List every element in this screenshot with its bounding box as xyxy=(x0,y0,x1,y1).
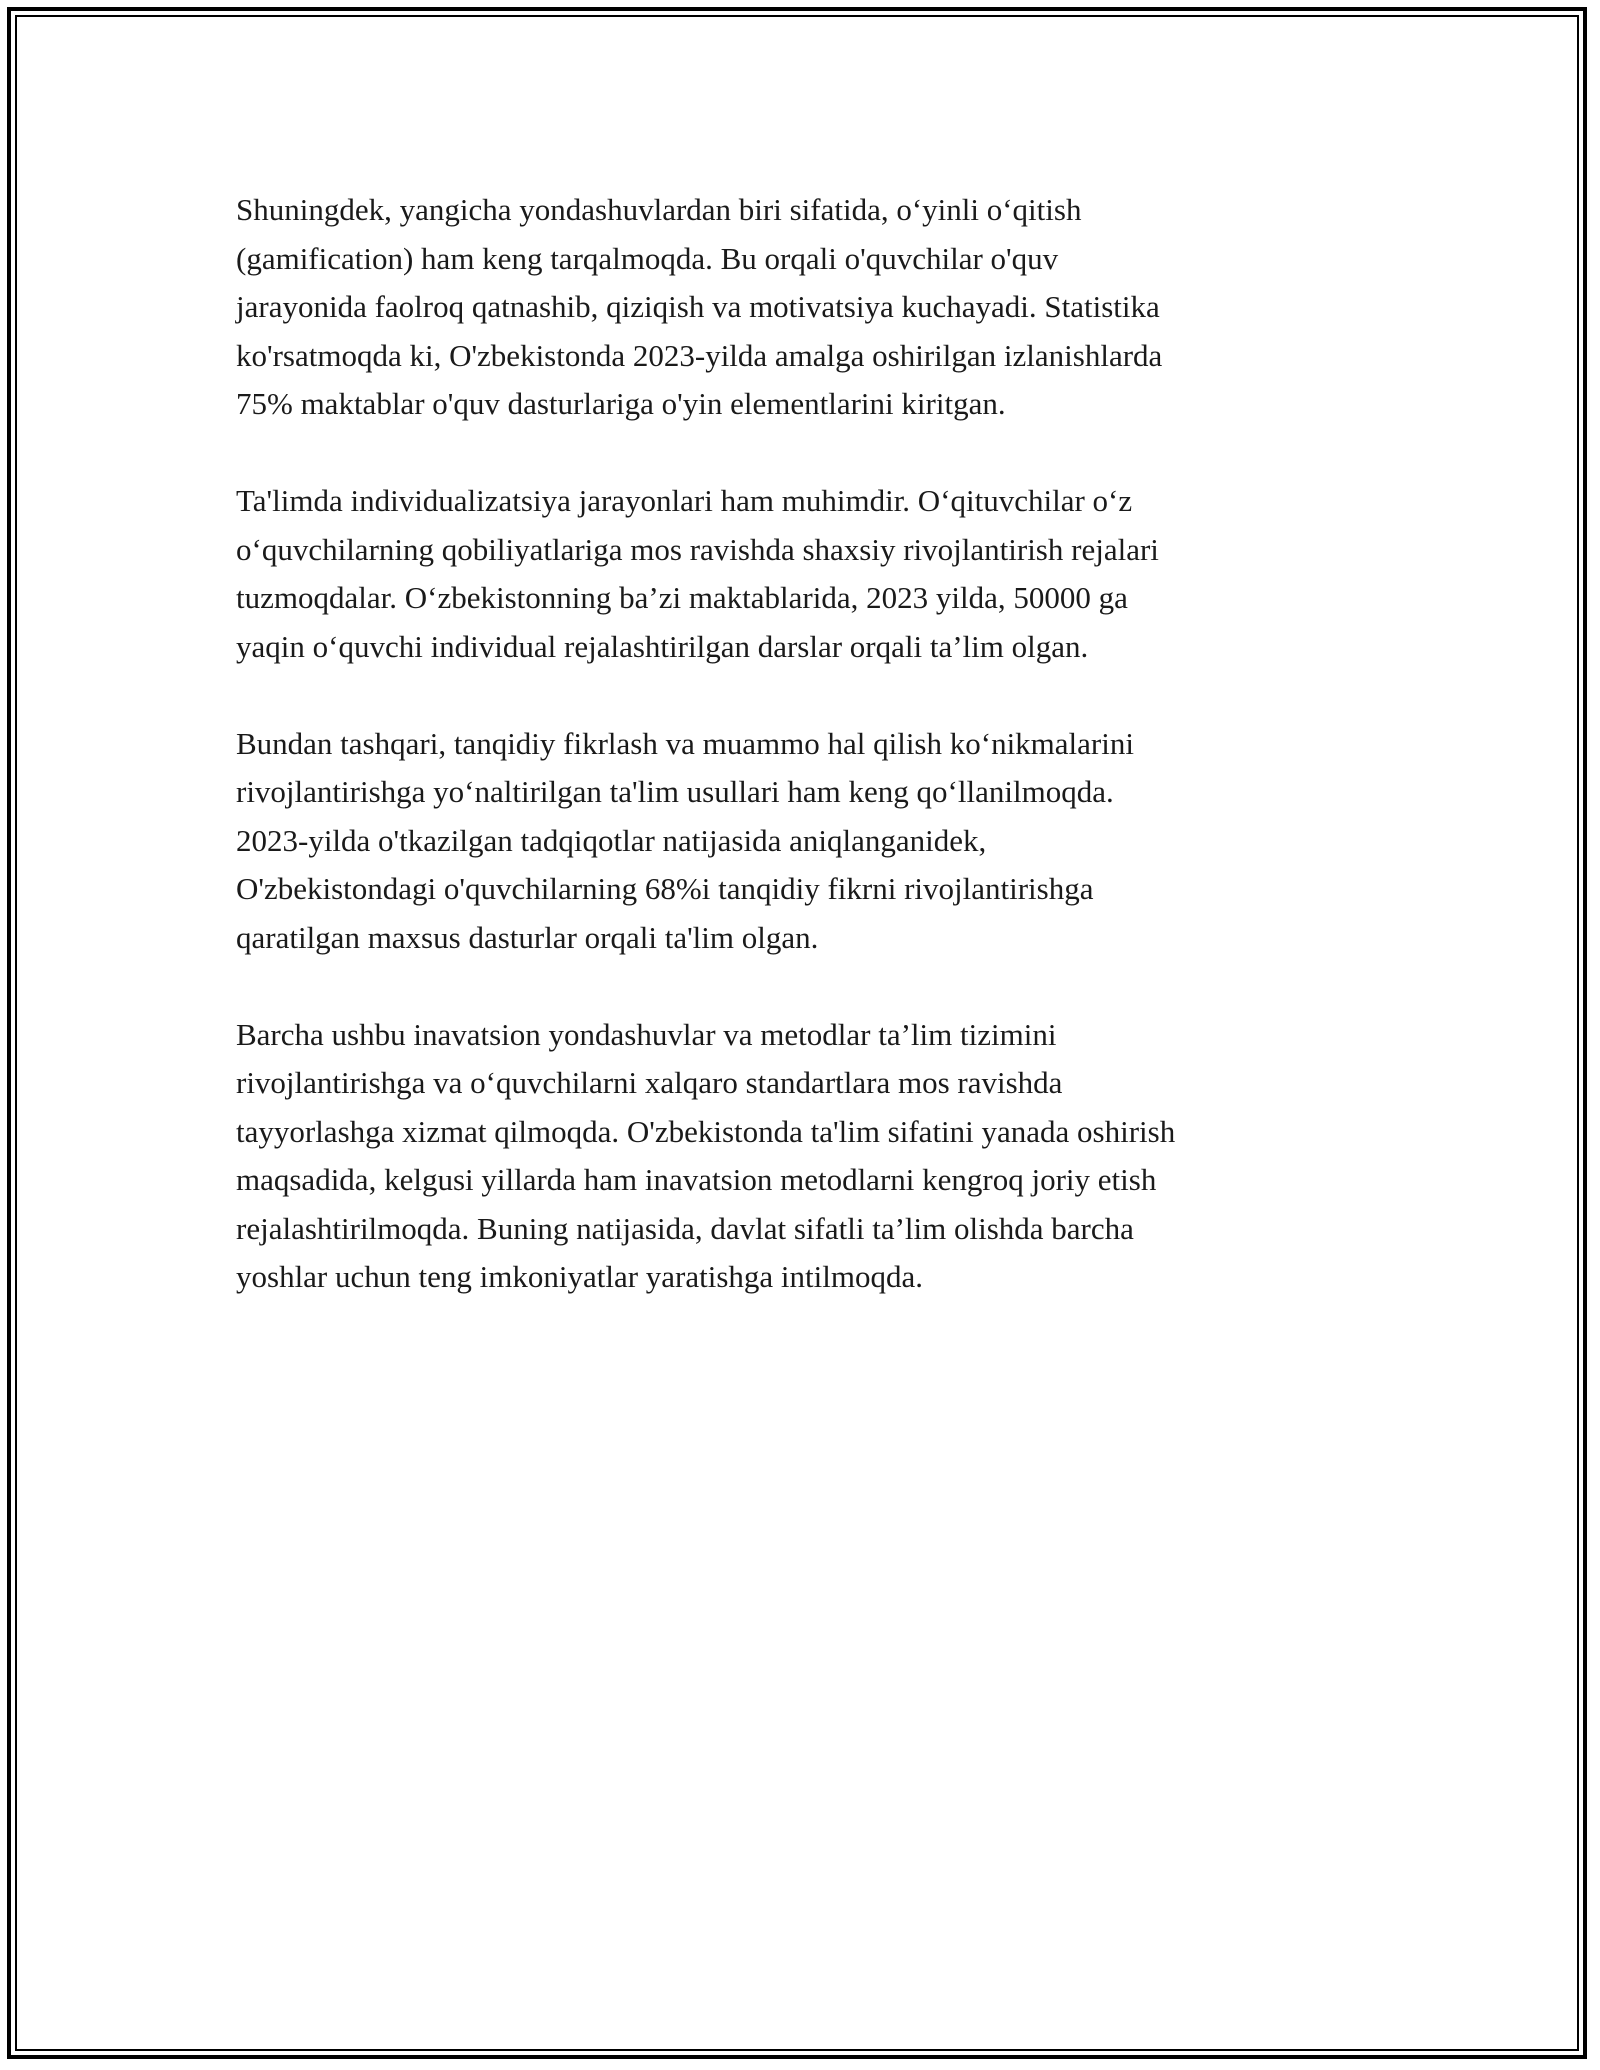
paragraph-conclusion xyxy=(236,1011,1366,1302)
paragraph-gamification xyxy=(236,186,1366,429)
document-body xyxy=(236,186,1366,1350)
text-line: tuzmoqdalar. O‘zbekistonning ba’zi maktablarida, 2023 yilda, 50000 ga xyxy=(236,580,1128,615)
text-line: yaqin o‘quvchi individual rejalashtirilgan darslar orqali ta’lim olgan. xyxy=(236,628,1089,664)
text-line: yoshlar uchun teng imkoniyatlar yaratishga intilmoqda. xyxy=(236,1259,924,1294)
text-line: o‘quvchilarning qobiliyatlariga mos ravishda shaxsiy rivojlantirish rejalari xyxy=(236,531,1159,567)
text-line: jarayonida faolroq qatnashib, qiziqish va motivatsiya kuchayadi. Statistika xyxy=(236,289,1160,324)
text-line: Shuningdek, yangicha yondashuvlardan biri sifatida, o‘yinli o‘qitish xyxy=(236,192,1082,227)
text-line: rivojlantirishga va o‘quvchilarni xalqaro standartlara mos ravishda xyxy=(236,1065,1063,1100)
text-line: ko'rsatmoqda ki, O'zbekistonda 2023-yilda amalga oshirilgan izlanishlarda xyxy=(236,337,1163,373)
text-line: rejalashtirilmoqda. Buning natijasida, davlat sifatli ta’lim olishda barcha xyxy=(236,1210,1134,1246)
text-line: (gamification) ham keng tarqalmoqda. Bu orqali o'quvchilar o'quv xyxy=(236,240,1059,276)
text-line: tayyorlashga xizmat qilmoqda. O'zbekistonda ta'lim sifatini yanada oshirish xyxy=(236,1113,1176,1149)
text-line: Bundan tashqari, tanqidiy fikrlash va muammo hal qilish ko‘nikmalarini xyxy=(236,725,1134,761)
text-line: maqsadida, kelgusi yillarda ham inavatsion metodlarni kengroq joriy etish xyxy=(236,1162,1157,1197)
text-line: Barcha ushbu inavatsion yondashuvlar va metodlar ta’lim tizimini xyxy=(236,1016,1057,1052)
text-line: 2023-yilda o'tkazilgan tadqiqotlar natijasida aniqlanganidek, xyxy=(236,822,987,858)
paragraph-individualization xyxy=(236,477,1366,671)
paragraph-critical-thinking xyxy=(236,720,1366,963)
text-line: Ta'limda individualizatsiya jarayonlari ham muhimdir. O‘qituvchilar o‘z xyxy=(236,483,1133,518)
text-line: O'zbekistondagi o'quvchilarning 68%i tanqidiy fikrni rivojlantirishga xyxy=(236,871,1094,906)
text-line: rivojlantirishga yo‘naltirilgan ta'lim usullari ham keng qo‘llanilmoqda. xyxy=(236,774,1114,809)
text-line: 75% maktablar o'quv dasturlariga o'yin elementlarini kiritgan. xyxy=(236,386,1006,421)
text-line: qaratilgan maxsus dasturlar orqali ta'lim olgan. xyxy=(236,919,819,955)
